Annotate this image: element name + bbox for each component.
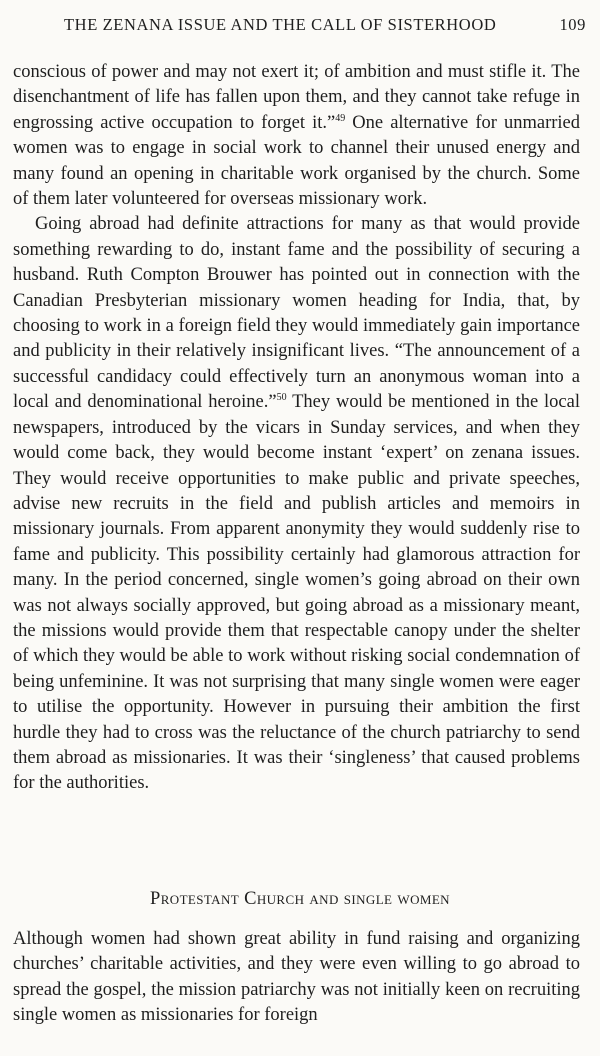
paragraph-1-text-b: One alternative for unmarried women was to engage in social work to channel their unused energy and many found an opening in charitable work organised by the church. Some of them later volunteered for overseas missionary work.	[13, 112, 580, 210]
section-heading: Protestant Church and single women	[150, 889, 450, 909]
running-head	[64, 14, 586, 36]
paragraph-3: Although women had shown great ability in fund raising and organizing churches’ charitable activities, and they were even willing to go abroad to spread the gospel, the mission patriarchy was not initially keen on recruiting single women as missionaries for foreign	[13, 929, 580, 1026]
body-text	[13, 60, 580, 797]
footnote-ref-50: 50	[276, 392, 287, 404]
footnote-ref-49: 49	[335, 112, 346, 124]
running-head-title: THE ZENANA ISSUE AND THE CALL OF SISTERHOOD	[64, 15, 497, 34]
paragraph-1-text-a: conscious of power and may not exert it; of ambition and must stifle it. The disenchantment of life has fallen upon them, and they cannot take refuge in engrossing active occupation to forget it.”	[13, 62, 580, 133]
page-number: 109	[559, 15, 586, 34]
paragraph-2	[13, 212, 580, 796]
closing-text	[13, 927, 580, 1029]
paragraph-2-text-a: Going abroad had definite attractions for many as that would provide something rewarding to do, instant fame and the possibility of securing a husband. Ruth Compton Brouwer has pointed out in connection with the Canadian Presbyterian missionary women heading for India, that, by choosing to work in a foreign field they would immediately gain importance and publicity in their relatively insignificant lives. “The announcement of a successful candidacy could effectively turn an anonymous woman into a local and denominational heroine.”	[13, 214, 580, 413]
paragraph-1	[13, 60, 580, 212]
paragraph-2-text-b: They would be mentioned in the local newspapers, introduced by the vicars in Sunday services, and when they would come back, they would become instant ‘expert’ on zenana issues. They would receive opportunities to make public and private speeches, advise new recruits in the field and publish articles and memoirs in missionary journals. From apparent anonymity they would suddenly rise to fame and publicity. This possibility certainly had glamorous attraction for many. In the period concerned, single women’s going abroad on their own was not always socially approved, but going abroad as a missionary meant, the missions would provide them that respectable canopy under the shelter of which they would be able to work without risking social condemnation of being unfeminine. It was not surprising that many single women were eager to utilise the opportunity. However in pursuing their ambition the first hurdle they had to cross was the reluctance of the church patriarchy to send them abroad as missionaries. It was their ‘singleness’ that caused problems for the authorities.	[13, 392, 580, 794]
